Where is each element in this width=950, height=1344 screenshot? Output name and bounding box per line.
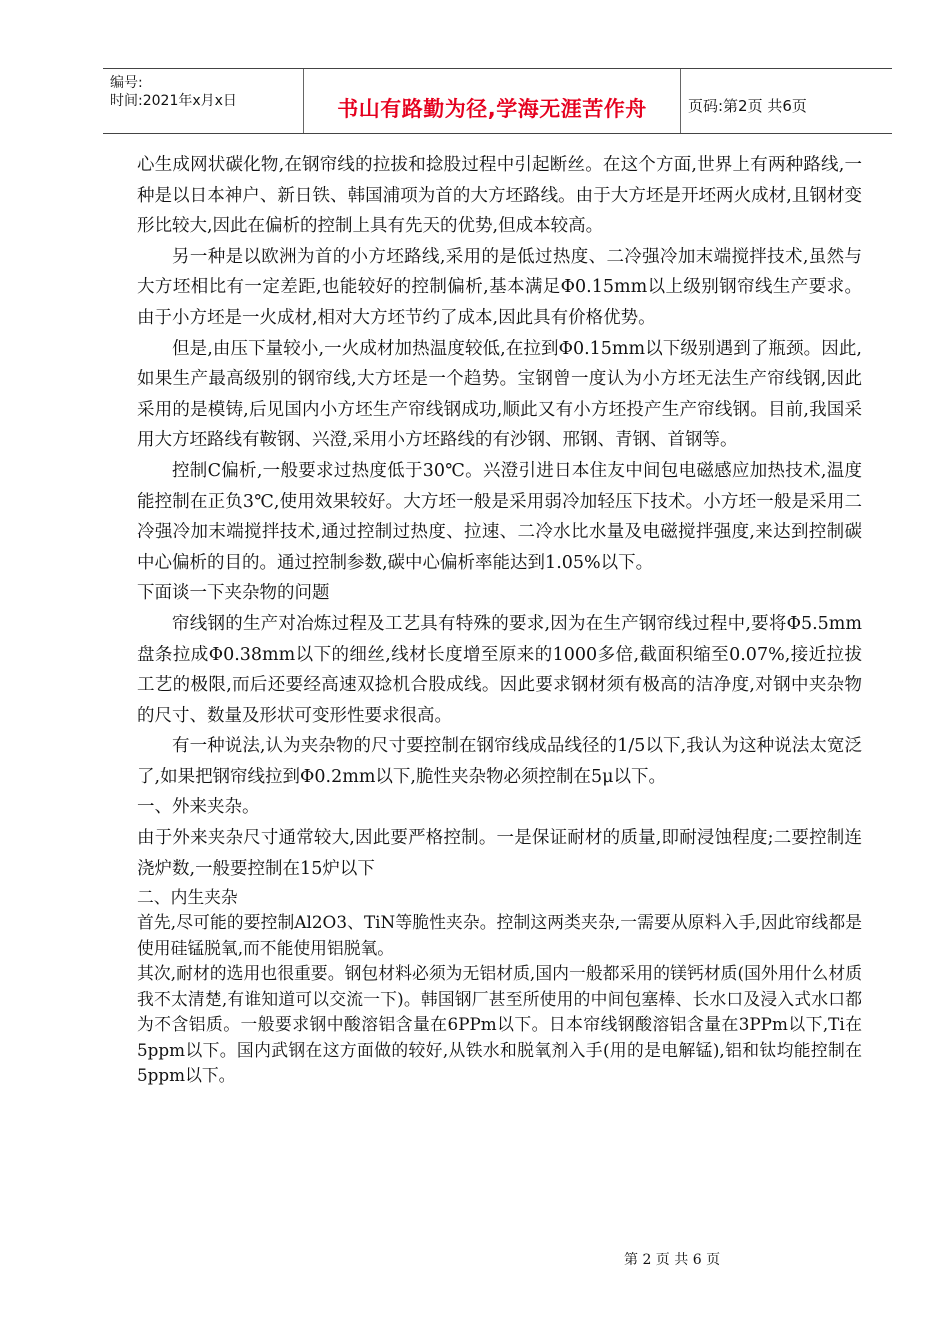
header-page-info: 页码:第2页 共6页 bbox=[688, 97, 807, 115]
section-heading: 二、内生夹杂 bbox=[137, 887, 238, 908]
paragraph: 另一种是以欧洲为首的小方坯路线,采用的是低过热度、二冷强冷加末端搅拌技术,虽然与大方坯相比有一定差距,也能较好的控制偏析,基本满足Φ0.15mm以上级别钢帘线生产要求。由于小方坯是一火成材,相对大方坯节约了成本,因此具有价格优势。 bbox=[137, 246, 862, 328]
paragraph: 但是,由压下量较小,一火成材加热温度较低,在拉到Φ0.15mm以下级别遇到了瓶颈。因此,如果生产最高级别的钢帘线,大方坯是一个趋势。宝钢曾一度认为小方坯无法生产帘线钢,因此采用的是模铸,后见国内小方坯生产帘线钢成功,顺此又有小方坯投产生产帘线钢。目前,我国采用大方坯路线有鞍钢、兴澄,采用小方坯路线的有沙钢、邢钢、青钢、首钢等。 bbox=[137, 338, 862, 451]
paragraph: 由于外来夹杂尺寸通常较大,因此要严格控制。一是保证耐材的质量,即耐浸蚀程度;二要控制连浇炉数,一般要控制在15炉以下 bbox=[137, 828, 862, 879]
paragraph: 心生成网状碳化物,在钢帘线的拉拔和捻股过程中引起断丝。在这个方面,世界上有两种路线,一种是以日本神户、新日铁、韩国浦项为首的大方坯路线。由于大方坯是开坯两火成材,且钢材变形比较大,因此在偏析的控制上具有先天的优势,但成本较高。 bbox=[137, 155, 862, 237]
document-number-label: 编号: bbox=[110, 75, 143, 91]
paragraph: 有一种说法,认为夹杂物的尺寸要控制在钢帘线成品线径的1/5以下,我认为这种说法太宽泛了,如果把钢帘线拉到Φ0.2mm以下,脆性夹杂物必须控制在5μ以下。 bbox=[137, 736, 862, 787]
footer-page-number: 第 2 页 共 6 页 bbox=[624, 1252, 721, 1268]
document-header bbox=[103, 68, 892, 134]
paragraph: 帘线钢的生产对冶炼过程及工艺具有特殊的要求,因为在生产钢帘线过程中,要将Φ5.5mm盘条拉成Φ0.38mm以下的细丝,线材长度增至原来的1000多倍,截面积缩至0.07%,接近拉拔工艺的极限,而后还要经高速双捻机合股成线。因此要求钢材须有极高的洁净度,对钢中夹杂物的尺寸、数量及形状可变形性要求很高。 bbox=[137, 613, 862, 726]
header-meta-cell bbox=[103, 69, 304, 133]
paragraph: 控制C偏析,一般要求过热度低于30℃。兴澄引进日本住友中间包电磁感应加热技术,温度能控制在正负3℃,使用效果较好。大方坯一般是采用弱冷加轻压下技术。小方坯一般是采用二冷强冷加末端搅拌技术,通过控制过热度、拉速、二冷水比水量及电磁搅拌强度,来达到控制碳中心偏析的目的。通过控制参数,碳中心偏析率能达到1.05%以下。 bbox=[137, 460, 862, 573]
section-heading: 一、外来夹杂。 bbox=[137, 797, 260, 818]
header-page-cell bbox=[681, 69, 892, 133]
header-motto-cell bbox=[304, 69, 681, 133]
document-body bbox=[137, 150, 862, 1089]
document-date-label: 时间:2021年x月x日 bbox=[110, 93, 237, 109]
header-motto: 书山有路勤为径,学海无涯苦作舟 bbox=[337, 97, 647, 121]
paragraph: 其次,耐材的选用也很重要。钢包材料必须为无铝材质,国内一般都采用的镁钙材质(国外用什么材质我不太清楚,有谁知道可以交流一下)。韩国钢厂甚至所使用的中间包塞棒、长水口及浸入式水口都为不含铝质。一般要求钢中酸溶铝含量在6PPm以下。日本帘线钢酸溶铝含量在3PPm以下,Ti在5ppm以下。国内武钢在这方面做的较好,从铁水和脱氧剂入手(用的是电解锰),铝和钛均能控制在5ppm以下。 bbox=[137, 963, 862, 1086]
paragraph: 首先,尽可能的要控制Al2O3、TiN等脆性夹杂。控制这两类夹杂,一需要从原料入手,因此帘线都是使用硅锰脱氧,而不能使用铝脱氧。 bbox=[137, 912, 862, 958]
section-intro: 下面谈一下夹杂物的问题 bbox=[137, 583, 330, 604]
